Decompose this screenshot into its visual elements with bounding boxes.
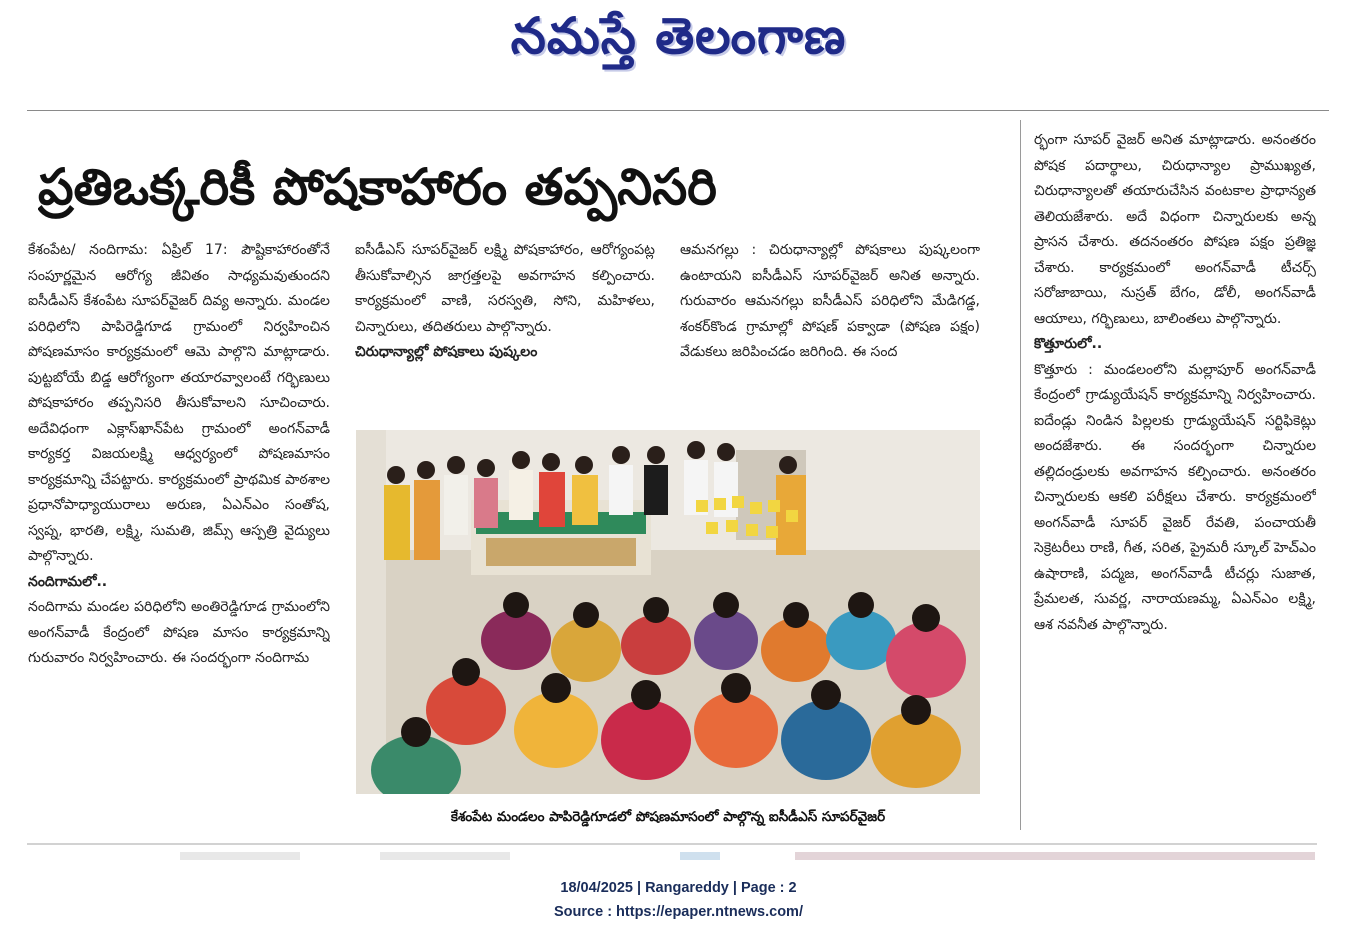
masthead	[0, 0, 1357, 80]
footer-date-line: 18/04/2025 | Rangareddy | Page : 2	[560, 880, 797, 896]
article-column-3	[680, 238, 980, 408]
article-column-2	[355, 238, 655, 408]
next-article-strip	[180, 852, 1315, 860]
subheading-chirudhanyalu: చిరుధాన్యాల్లో పోషకాలు పుష్కలం	[355, 344, 538, 360]
column-4-paragraph-2: కొత్తూరు : మండలంలోని మల్లాపూర్ అంగన్‌వాడీ కేంద్రంలో గ్రాడ్యుయేషన్ కార్యక్రమాన్ని నిర్వహించారు. ఐదేండ్లు నిండిన పిల్లలకు గ్రాడ్యుయేషన్ సర్టిఫికెట్లు అందజేశారు. ఈ సందర్భంగా చిన్నారుల తల్లిదండ్రులకు అవగాహన కల్పించారు. అనంతరం చిన్నారులకు ఆకలి పరీక్షలు చేశారు. కార్యక్రమంలో అంగన్‌వాడీ సూపర్ వైజర్ రేవతి, పంచాయతీ సెక్రెటరీలు రాణి, గీత, సరిత, ప్రైమరీ స్కూల్ హెచ్‌ఎం ఉషారాణి, పద్మజ, అంగన్‌వాడీ టీచర్లు సుజాత, ప్రేమలత, సువర్ణ, నారాయణమ్మ, ఏఎన్‌ఎం లక్ష్మి, ఆశ నవనీత పాల్గొన్నారు.	[1034, 361, 1316, 633]
column-3-paragraph: ఆమనగల్లు : చిరుధాన్యాల్లో పోషకాలు పుష్కలంగా ఉంటాయని ఐసీడీఎస్ సూపర్‌వైజర్ అనిత అన్నారు. గురువారం ఆమనగల్లు ఐసీడీఎస్ పరిధిలోని మేడిగడ్డ, శంకర్‌కొండ గ్రామాల్లో పోషణ్ పక్వాడా (పోషణ పక్షం) వేడుకలు జరిపించడం జరిగింది. ఈ సంద	[680, 242, 980, 360]
article-photo	[356, 430, 980, 794]
newspaper-logo: నమస్తే తెలంగాణ	[510, 6, 847, 65]
subheading-nandigama: నందిగామలో..	[28, 573, 108, 590]
footer-source-line: Source : https://epaper.ntnews.com/	[554, 904, 803, 920]
article-column-1	[28, 238, 330, 828]
column-1-paragraph: కేశంపేట/ నందిగామ: ఏప్రిల్ 17: పౌష్టికాహారంతోనే సంపూర్ణమైన ఆరోగ్య జీవితం సాధ్యమవుతుందని ఐసీడీఎస్ కేశంపేట సూపర్‌వైజర్ దివ్య అన్నారు. మండల పరిధిలోని పాపిరెడ్డిగూడ గ్రామంలో నిర్వహించిన పోషణమాసం కార్యక్రమంలో ఆమె పాల్గొని మాట్లాడారు. పుట్టబోయే బిడ్డ ఆరోగ్యంగా తయారవ్వాలంటే గర్భిణులు పోషకాహారం తప్పనిసరి తీసుకోవాలని సూచించారు. అదేవిధంగా ఎక్లాస్‌ఖాన్‌పేట గ్రామంలో అంగన్‌వాడీ కార్యకర్త విజయలక్ష్మి ఆధ్వర్యంలో పోషణమాసం కార్యక్రమాన్ని చేపట్టారు. కార్యక్రమంలో ప్రాథమిక పాఠశాల ప్రధానోపాధ్యాయురాలు అరుణ, ఏఎన్‌ఎం సంతోష, స్వప్న, భారతి, లక్ష్మి, సుమతి, జిమ్స్ ఆస్పత్రి వైద్యులు పాల్గొన్నారు.	[28, 242, 330, 564]
subheading-kothur: కొత్తూరులో..	[1034, 336, 1103, 352]
photo-caption: కేశంపేట మండలం పాపిరెడ్డిగూడలో పోషణమాసంలో పాల్గొన్న ఐసీడీఎస్ సూపర్‌వైజర్	[450, 809, 886, 825]
bottom-divider	[27, 843, 1317, 845]
page-footer	[0, 876, 1357, 924]
article-headline: ప్రతిఒక్కరికీ పోషకాహారం తప్పనిసరి	[38, 158, 717, 216]
column-divider	[1020, 120, 1021, 830]
photo-illustration	[356, 430, 980, 794]
article-column-4	[1034, 128, 1316, 828]
column-4-paragraph: ర్భంగా సూపర్ వైజర్ అనిత మాట్లాడారు. అనంతరం పోషక పదార్థాలు, చిరుధాన్యాల ప్రాముఖ్యత, చిరుధాన్యాలతో తయారుచేసిన వంటకాల ప్రాధాన్యత తెలియజేశారు. అదే విధంగా చిన్నారులకు అన్న ప్రాసన చేశారు. తదనంతరం పోషణ పక్షం ప్రతిజ్ఞ చేశారు. కార్యక్రమంలో అంగన్‌వాడీ టీచర్స్ సరోజాబాయి, నుస్రత్ బేగం, డోలీ, అంగన్‌వాడీ ఆయాలు, గర్భిణులు, బాలింతలు పాల్గొన్నారు.	[1034, 132, 1316, 327]
column-2-paragraph: ఐసీడీఎస్ సూపర్‌వైజర్ లక్ష్మి పోషకాహారం, ఆరోగ్యంపట్ల తీసుకోవాల్సిన జాగ్రత్తలపై అవగాహన కల్పించారు. కార్యక్రమంలో వాణి, సరస్వతి, సోని, మహిళలు, చిన్నారులు, తదితరులు పాల్గొన్నారు.	[355, 242, 655, 335]
top-divider	[27, 110, 1329, 111]
column-1-paragraph-2: నందిగామ మండల పరిధిలోని అంతిరెడ్డిగూడ గ్రామంలోని అంగన్‌వాడీ కేంద్రంలో పోషణ మాసం కార్యక్రమాన్ని గురువారం నిర్వహించారు. ఈ సందర్భంగా నందిగామ	[28, 599, 330, 666]
